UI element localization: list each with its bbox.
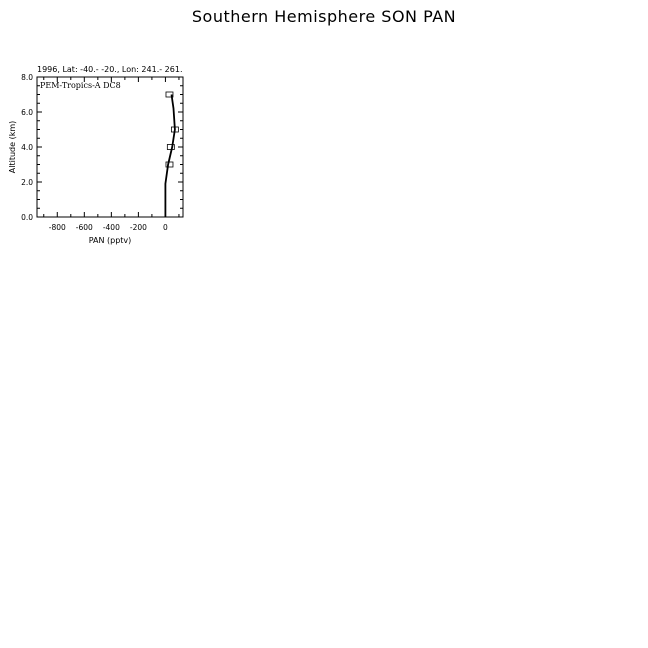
chart-subtitle: 1996, Lat: -40.- -20., Lon: 241.- 261.	[37, 65, 183, 74]
x-axis-label: PAN (pptv)	[88, 236, 132, 245]
x-tick-label: -600	[75, 223, 93, 232]
x-tick-label: -200	[129, 223, 147, 232]
y-tick-label: 6.0	[21, 108, 33, 117]
x-tick-label: 0	[163, 223, 168, 232]
page-title: Southern Hemisphere SON PAN	[191, 7, 457, 26]
y-tick-label: 4.0	[21, 143, 33, 152]
x-tick-label: -800	[48, 223, 66, 232]
axis-ticks	[21, 73, 183, 232]
y-tick-label: 8.0	[21, 73, 33, 82]
y-tick-label: 2.0	[21, 178, 33, 187]
profile-line	[165, 95, 175, 218]
x-tick-label: -400	[102, 223, 120, 232]
series-layer	[165, 92, 178, 217]
chart-annotation: PEM-Tropics-A DC8	[40, 81, 121, 90]
y-axis-label: Altitude (km)	[8, 120, 17, 174]
y-tick-label: 0.0	[21, 213, 33, 222]
plot-frame	[37, 77, 183, 217]
